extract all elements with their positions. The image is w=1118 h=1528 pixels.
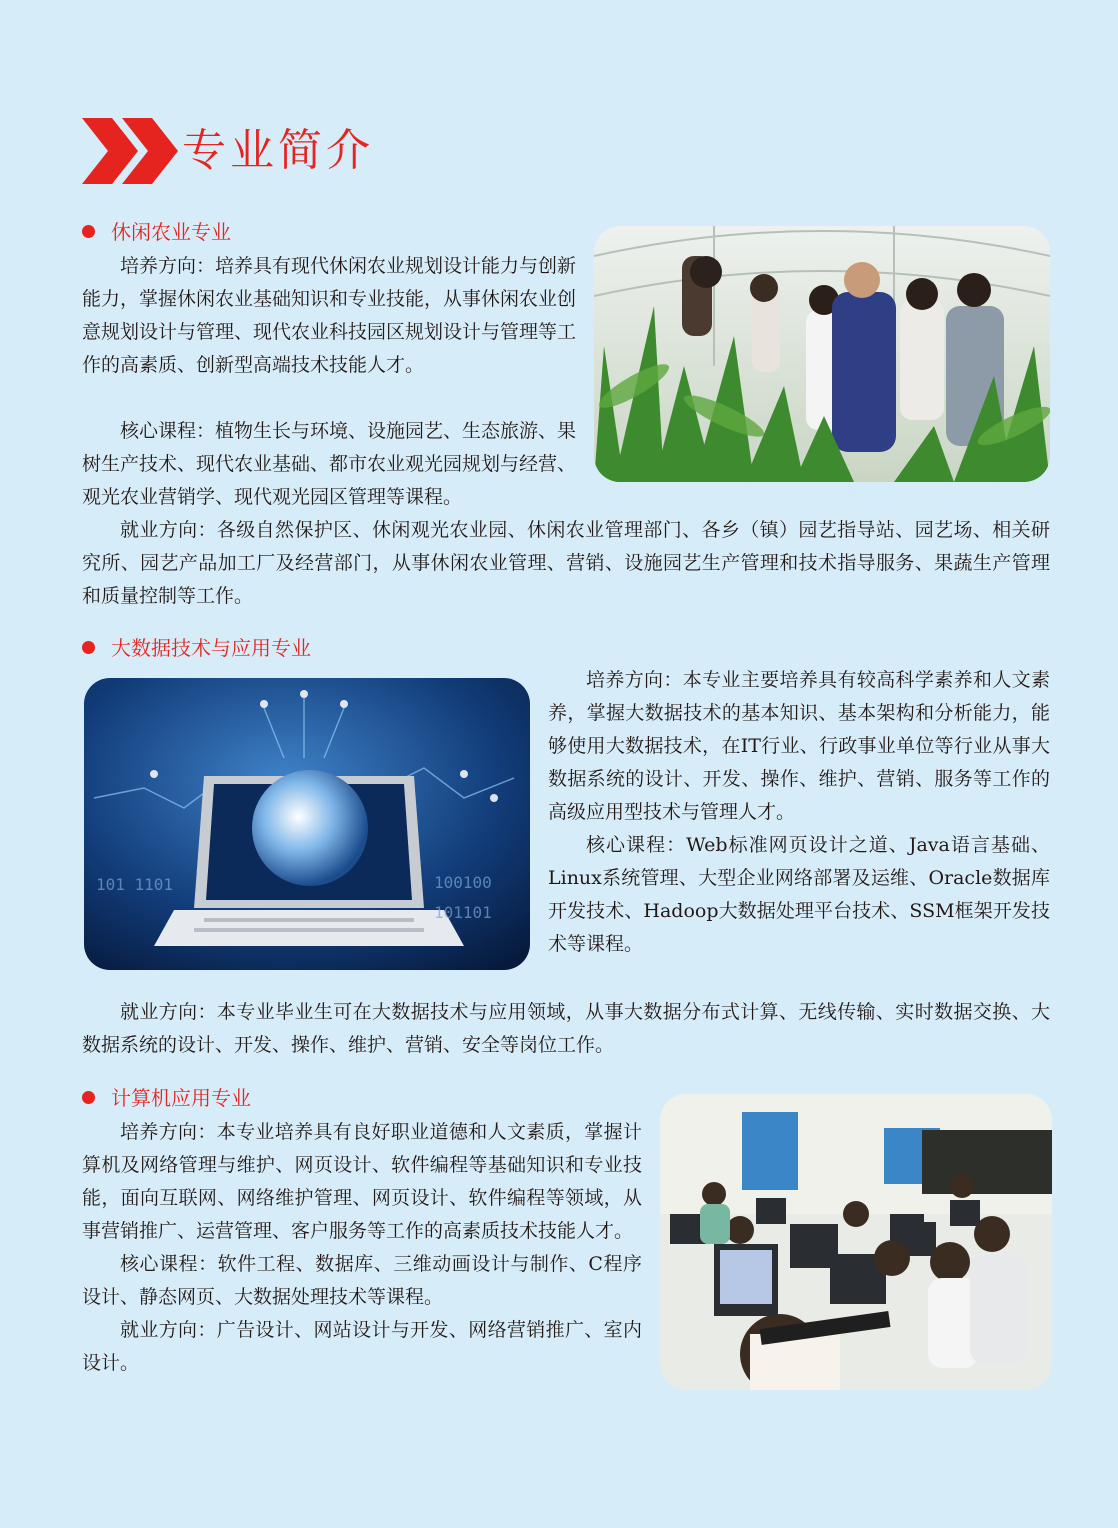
section-bigdata-jobs <box>82 996 1050 1062</box>
section-heading-computer-application: 计算机应用专业 <box>82 1084 251 1112</box>
computer-lab-photo <box>660 1094 1052 1390</box>
bullet-icon <box>82 225 95 238</box>
laptop-globe-photo <box>84 678 530 970</box>
paragraph: 核心课程：软件工程、数据库、三维动画设计与制作、C程序设计、静态网页、大数据处理技术等课程。 <box>82 1253 642 1308</box>
svg-text:101101: 101101 <box>434 903 492 922</box>
section-leisure-jobs <box>82 514 1050 613</box>
paragraph: 核心课程：Web标准网页设计之道、Java语言基础、Linux系统管理、大型企业网络部署及运维、Oracle数据库开发技术、Hadoop大数据处理平台技术、SSM框架开发技术等课程。 <box>548 834 1050 955</box>
paragraph: 培养方向：本专业主要培养具有较高科学素养和人文素养，掌握大数据技术的基本知识、基本架构和分析能力，能够使用大数据技术，在IT行业、行政事业单位等行业从事大数据系统的设计、开发、操作、维护、营销、服务等工作的高级应用型技术与管理人才。 <box>548 669 1050 823</box>
paragraph: 培养方向：本专业培养具有良好职业道德和人文素质，掌握计算机及网络管理与维护、网页设计、软件编程等基础知识和专业技能，面向互联网、网络维护管理、网页设计、软件编程等领域，从事营销推广、运营管理、客户服务等工作的高素质技术技能人才。 <box>82 1121 642 1242</box>
paragraph: 就业方向：各级自然保护区、休闲观光农业园、休闲农业管理部门、各乡（镇）园艺指导站、园艺场、相关研究所、园艺产品加工厂及经营部门，从事休闲农业管理、营销、设施园艺生产管理和技术指导服务、果蔬生产管理和质量控制等工作。 <box>82 519 1050 607</box>
section-heading-leisure-agriculture: 休闲农业专业 <box>82 218 231 246</box>
svg-text:100100: 100100 <box>434 873 492 892</box>
paragraph: 就业方向：本专业毕业生可在大数据技术与应用领域，从事大数据分布式计算、无线传输、实时数据交换、大数据系统的设计、开发、操作、维护、营销、安全等岗位工作。 <box>82 1001 1050 1056</box>
section-heading-big-data: 大数据技术与应用专业 <box>82 634 311 662</box>
bullet-icon <box>82 641 95 654</box>
paragraph: 就业方向：广告设计、网站设计与开发、网络营销推广、室内设计。 <box>82 1319 642 1374</box>
section-computer-text <box>82 1116 642 1380</box>
section-leisure-training <box>82 250 576 382</box>
page-title: 专业简介 <box>182 125 374 176</box>
section-leisure-courses <box>82 415 1050 514</box>
paragraph: 核心课程：植物生长与环境、设施园艺、生态旅游、果树生产技术、现代农业基础、都市农业观光园规划与经营、观光农业营销学、现代观光园区管理等课程。 <box>82 420 577 508</box>
chevron-double-right-icon <box>82 118 178 184</box>
bullet-icon <box>82 1091 95 1104</box>
svg-text:101 1101: 101 1101 <box>96 875 174 894</box>
paragraph: 培养方向：培养具有现代休闲农业规划设计能力与创新能力，掌握休闲农业基础知识和专业技能，从事休闲农业创意规划设计与管理、现代农业科技园区规划设计与管理等工作的高素质、创新型高端技术技能人才。 <box>82 255 577 376</box>
section-bigdata-training <box>548 664 1050 961</box>
